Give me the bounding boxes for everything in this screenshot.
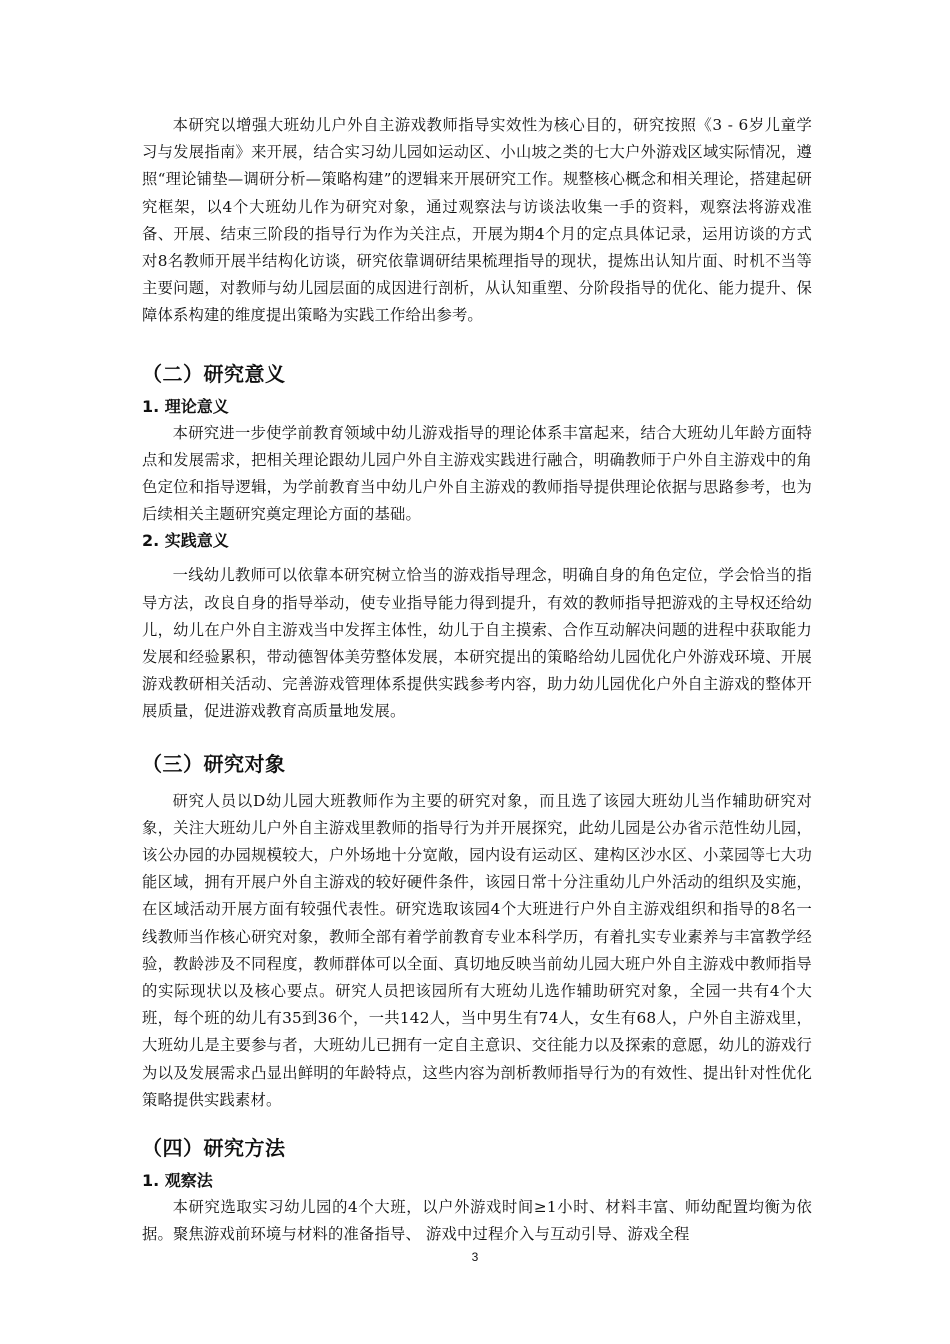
subheading-observation-method: 1. 观察法 — [142, 1171, 213, 1191]
subheading-practical-significance: 2. 实践意义 — [142, 531, 229, 551]
observation-method-paragraph: 本研究选取实习幼儿园的4个大班，以户外游戏时间≥1小时、材料丰富、师幼配置均衡为依据。聚焦游戏前环境与材料的准备指导、 游戏中过程介入与互动引导、游戏全程 — [142, 1198, 812, 1244]
intro-paragraph: 本研究以增强大班幼儿户外自主游戏教师指导实效性为核心目的，研究按照《3 - 6岁儿童学习与发展指南》来开展，结合实习幼儿园如运动区、小山坡之类的七大户外游戏区域实际情况，遵照“理论铺垫—调研分析—策略构建”的逻辑来开展研究工作。规整核心概念和相关理论，搭建起研究框架，以4个大班幼儿作为研究对象，通过观察法与访谈法收集一手的资料，观察法将游戏准备、开展、结束三阶段的指导行为作为关注点，开展为期4个月的定点具体记录，运用访谈的方式对8名教师开展半结构化访谈，研究依靠调研结果梳理指导的现状，提炼出认知片面、时机不当等主要问题，对教师与幼儿园层面的成因进行剖析，从认知重塑、分阶段指导的优化、能力提升、保障体系构建的维度提出策略为实践工作给出参考。 — [142, 116, 812, 325]
theoretical-significance-paragraph: 本研究进一步使学前教育领域中幼儿游戏指导的理论体系丰富起来，结合大班幼儿年龄方面特点和发展需求，把相关理论跟幼儿园户外自主游戏实践进行融合，明确教师于户外自主游戏中的角色定位和指导逻辑，为学前教育当中幼儿户外自主游戏的教师指导提供理论依据与思路参考，也为后续相关主题研究奠定理论方面的基础。 — [142, 423, 812, 524]
page-number: 3 — [471, 1250, 479, 1264]
section-heading-research-subjects: （三）研究对象 — [142, 751, 286, 776]
practical-significance-paragraph: 一线幼儿教师可以依靠本研究树立恰当的游戏指导理念，明确自身的角色定位，学会恰当的指导方法，改良自身的指导举动，使专业指导能力得到提升，有效的教师指导把游戏的主导权还给幼儿，幼儿在户外自主游戏当中发挥主体性，幼儿于自主摸索、合作互动解决问题的进程中获取能力发展和经验累积，带动德智体美劳整体发展，本研究提出的策略给幼儿园优化户外游戏环境、开展游戏教研相关活动、完善游戏管理体系提供实践参考内容，助力幼儿园优化户外自主游戏的整体开展质量，促进游戏教育高质量地发展。 — [142, 566, 812, 721]
section-heading-significance: （二）研究意义 — [142, 361, 286, 386]
section-heading-research-methods: （四）研究方法 — [142, 1136, 286, 1161]
research-subjects-paragraph: 研究人员以D幼儿园大班教师作为主要的研究对象，而且选了该园大班幼儿当作辅助研究对象，关注大班幼儿户外自主游戏里教师的指导行为并开展探究，此幼儿园是公办省示范性幼儿园，该公办园的办园规模较大，户外场地十分宽敞，园内设有运动区、建构区沙水区、小菜园等七大功能区域，拥有开展户外自主游戏的较好硬件条件，该园日常十分注重幼儿户外活动的组织及实施，在区域活动开展方面有较强代表性。研究选取该园4个大班进行户外自主游戏组织和指导的8名一线教师当作核心研究对象，教师全部有着学前教育专业本科学历，有着扎实专业素养与丰富教学经验，教龄涉及不同程度，教师群体可以全面、真切地反映当前幼儿园大班户外自主游戏中教师指导的实际现状以及核心要点。研究人员把该园所有大班幼儿选作辅助研究对象，全园一共有4个大班，每个班的幼儿有35到36个，一共142人，当中男生有74人，女生有68人，户外自主游戏里，大班幼儿是主要参与者，大班幼儿已拥有一定自主意识、交往能力以及探索的意愿，幼儿的游戏行为以及发展需求凸显出鲜明的年龄特点，这些内容为剖析教师指导行为的有效性、提出针对性优化策略提供实践素材。 — [142, 791, 812, 1109]
document-page — [142, 112, 812, 1249]
subheading-theoretical-significance: 1. 理论意义 — [142, 396, 229, 416]
